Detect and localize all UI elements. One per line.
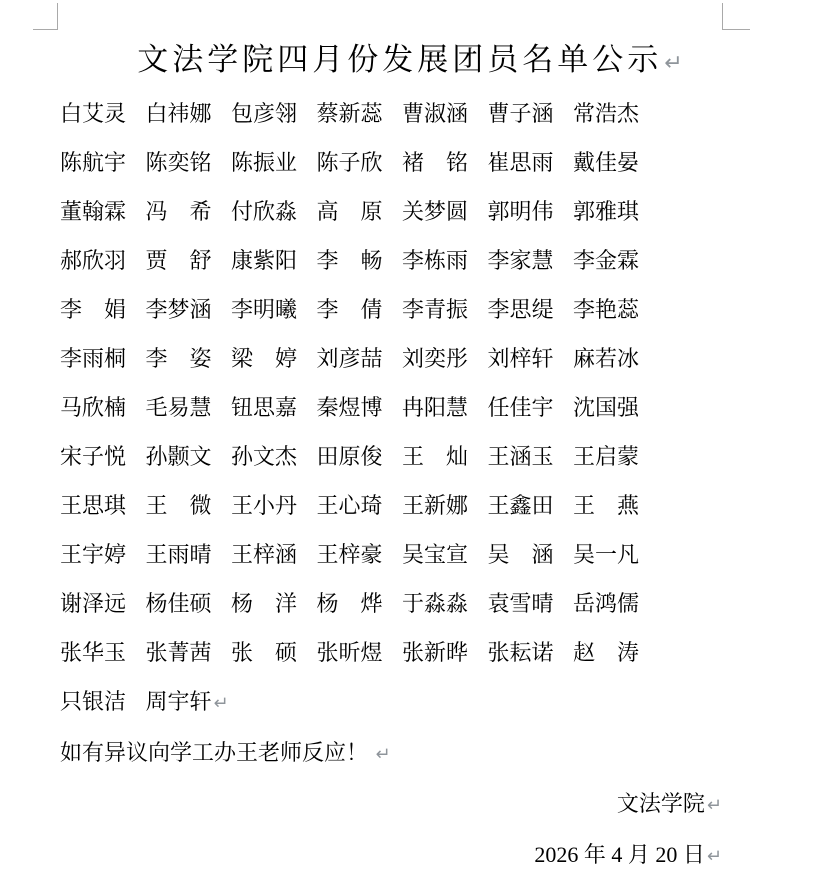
page-title-text: 文法学院四月份发展团员名单公示	[137, 42, 663, 77]
page-title	[0, 34, 820, 79]
notice-text: 如有异议向学工办王老师反应！	[60, 740, 369, 765]
date-line	[60, 830, 722, 881]
margin-crop-mark-top-left	[33, 3, 58, 30]
name-row: 宋子悦 孙颢文 孙文杰 田原俊 王 灿 王涵玉 王启蒙	[60, 444, 640, 469]
name-row: 李 娟 李梦涵 李明曦 李 倩 李青振 李思缇 李艳蕊	[60, 297, 640, 322]
date-text: 2026 年 4 月 20 日	[534, 842, 705, 867]
pilcrow-mark: ↵	[664, 51, 683, 76]
name-row: 白艾灵 白祎娜 包彦翎 蔡新蕊 曹淑涵 曹子涵 常浩杰	[60, 101, 640, 126]
name-row-text: 只银洁 周宇轩	[60, 689, 212, 714]
pilcrow-mark: ↵	[213, 693, 229, 714]
name-row: 陈航宇 陈奕铭 陈振业 陈子欣 褚 铭 崔思雨 戴佳晏	[60, 150, 640, 175]
signature-line	[60, 779, 722, 830]
name-row: 谢泽远 杨佳硕 杨 洋 杨 烨 于淼淼 袁雪晴 岳鸿儒	[60, 591, 640, 616]
pilcrow-mark: ↵	[375, 744, 391, 765]
name-row: 马欣楠 毛易慧 钮思嘉 秦煜博 冉阳慧 任佳宇 沈国强	[60, 395, 640, 420]
pilcrow-mark: ↵	[706, 795, 722, 816]
name-row: 张华玉 张菁茜 张 硕 张昕煜 张新晔 张耘诺 赵 涛	[60, 640, 640, 665]
signature-text: 文法学院	[616, 791, 705, 816]
margin-crop-mark-top-right	[722, 3, 750, 30]
name-row: 郝欣羽 贾 舒 康紫阳 李 畅 李栋雨 李家慧 李金霖	[60, 248, 640, 273]
name-row: 王思琪 王 微 王小丹 王心琦 王新娜 王鑫田 王 燕	[60, 493, 640, 518]
name-row: 董翰霖 冯 希 付欣淼 高 原 关梦圆 郭明伟 郭雅琪	[60, 199, 640, 224]
name-row: 李雨桐 李 姿 梁 婷 刘彦喆 刘奕彤 刘梓轩 麻若冰	[60, 346, 640, 371]
pilcrow-mark: ↵	[706, 846, 722, 867]
name-row: 王宇婷 王雨晴 王梓涵 王梓豪 吴宝宣 吴 涵 吴一凡	[60, 542, 640, 567]
notice-line	[60, 728, 722, 779]
document-body	[60, 89, 722, 881]
name-row-last	[60, 677, 722, 728]
